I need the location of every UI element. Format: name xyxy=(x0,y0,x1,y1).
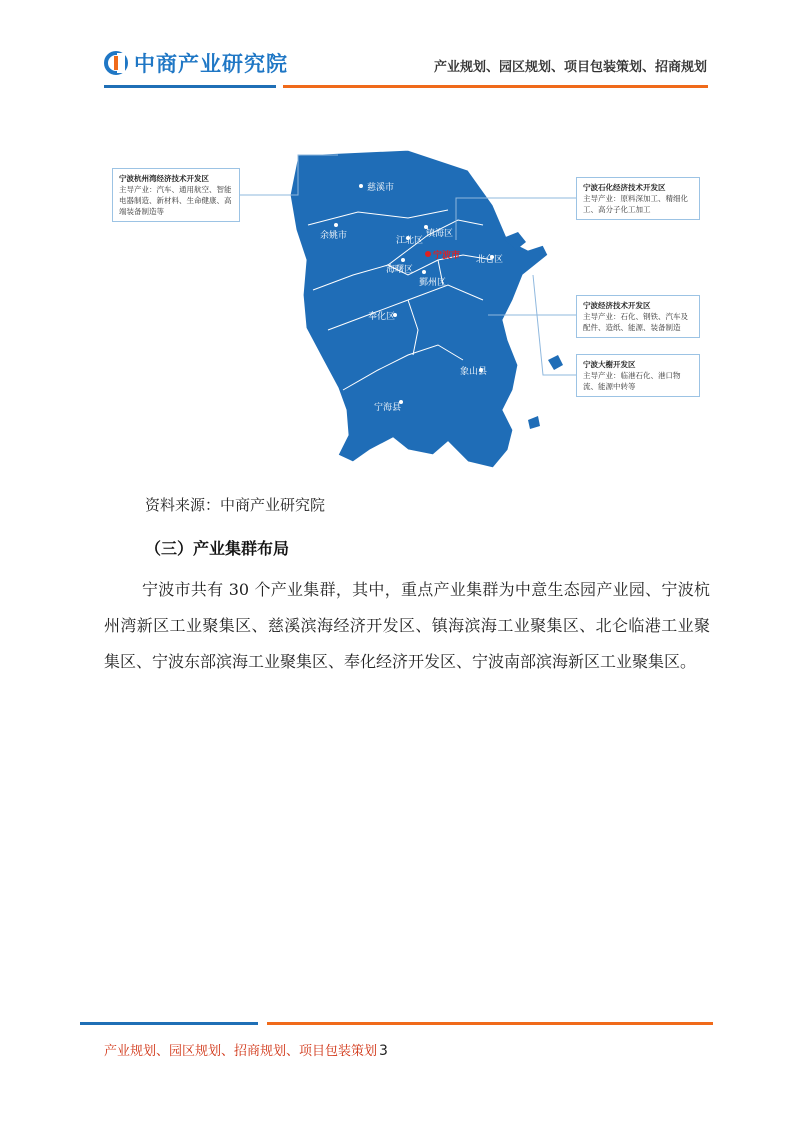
logo-text: 中商产业研究院 xyxy=(134,52,288,76)
label-beilun: 北仑区 xyxy=(476,255,504,265)
header-rule-orange xyxy=(283,85,708,88)
callout-petrochemical xyxy=(576,177,700,220)
label-jiangbei: 江北区 xyxy=(396,236,424,246)
label-haishu: 海曙区 xyxy=(386,265,414,275)
city-center-marker xyxy=(425,251,431,257)
callout-daxie xyxy=(576,354,700,397)
callout-body: 主导产业：石化、钢铁、汽车及配件、造纸、能源、装备制造 xyxy=(583,312,688,332)
label-zhenhai: 镇海区 xyxy=(426,229,454,239)
callout-title: 宁波经济技术开发区 xyxy=(583,301,651,310)
footer-rule-blue xyxy=(80,1022,258,1025)
callout-hangzhou-bay xyxy=(112,168,240,222)
callout-title: 宁波杭州湾经济技术开发区 xyxy=(119,174,209,183)
label-fenghua: 奉化区 xyxy=(368,312,396,322)
logo-icon xyxy=(104,51,128,75)
header-tagline: 产业规划、园区规划、项目包装策划、招商规划 xyxy=(433,60,707,75)
callout-title: 宁波大榭开发区 xyxy=(583,360,636,369)
footer-rule-orange xyxy=(267,1022,713,1025)
label-xiangshan: 象山县 xyxy=(460,367,488,377)
footer xyxy=(104,1040,388,1059)
figure-source: 资料来源：中商产业研究院 xyxy=(145,496,326,514)
page-number: 3 xyxy=(379,1043,388,1059)
label-cixi: 慈溪市 xyxy=(367,183,395,193)
callout-economic-tech xyxy=(576,295,700,338)
callout-title: 宁波石化经济技术开发区 xyxy=(583,183,666,192)
callout-body: 主导产业：汽车、通用航空、智能电器制造、新材料、生命健康、高端装备制造等 xyxy=(119,185,232,216)
callout-body: 主导产业：原料深加工、精细化工、高分子化工加工 xyxy=(583,194,688,214)
label-yinzhou: 鄞州区 xyxy=(419,278,447,288)
map-island xyxy=(548,355,563,370)
label-yuyao: 余姚市 xyxy=(320,231,348,241)
label-ninghai: 宁海县 xyxy=(374,403,402,413)
body-paragraph: 宁波市共有 30 个产业集群，其中，重点产业集群为中意生态园产业园、宁波杭州湾新区工业聚集区、慈溪滨海经济开发区、镇海滨海工业聚集区、北仑临港工业聚集区、宁波东部滨海工业聚集区、奉化经济开发区、宁波南部滨海新区工业聚集区。 xyxy=(104,580,710,671)
section-heading: （三）产业集群布局 xyxy=(145,539,290,558)
footer-tagline: 产业规划、园区规划、招商规划、项目包装策划 xyxy=(104,1044,378,1059)
header-rule-blue xyxy=(104,85,276,88)
callout-body: 主导产业：临港石化、港口物流、能源中转等 xyxy=(583,371,681,391)
ningbo-map-figure xyxy=(108,150,708,480)
label-ningbo: 宁波市 xyxy=(433,251,461,261)
map-island xyxy=(528,416,540,429)
company-logo xyxy=(104,50,288,76)
